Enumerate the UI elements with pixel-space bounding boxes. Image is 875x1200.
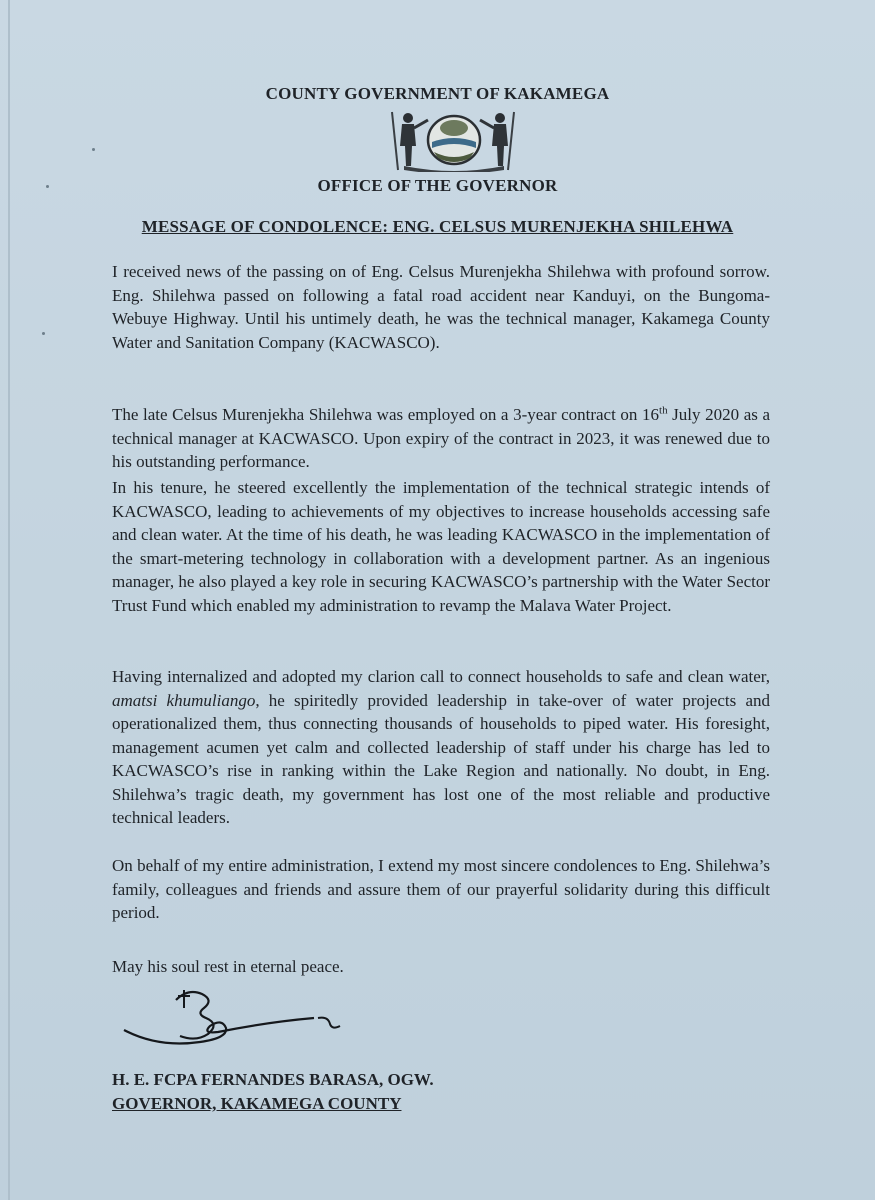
signatory-title: GOVERNOR, KAKAMEGA COUNTY [112,1094,402,1113]
paragraph-4-text-a: Having internalized and adopted my clarion call to connect households to safe and clean water, [112,667,770,686]
letter-subject: MESSAGE OF CONDOLENCE: ENG. CELSUS MURENJEKHA SHILEHWA [141,217,734,236]
county-coat-of-arms-icon [384,106,524,172]
slogan-text: amatsi khumuliango [112,690,256,710]
handwritten-signature [118,978,358,1064]
office-heading: OFFICE OF THE GOVERNOR [317,176,558,195]
paper-speck [92,148,95,151]
paragraph-4-text-b: , he spiritedly provided leadership in take-over of water projects and operationalized them, thus connecting thousands of households to piped water. His foresight, management acumen yet calm and collected leadership of staff under his charge has led to KACWASCO’s rise in ranking within the Lake Region and nationally. No doubt, in Eng. Shilehwa’s tragic death, my government has lost one of the most reliable and productive technical leaders. [112,690,770,827]
paragraph-5: On behalf of my entire administration, I extend my most sincere condolences to Eng. Shilehwa’s family, colleagues and friends and assure them of our prayerful solidarity during this difficult period. [112,856,770,922]
paragraph-2-text-b: July 2020 as a technical manager at KACWASCO. Upon expiry of the contract in 2023, it was renewed due to his outstanding performance. [112,405,770,471]
paragraph-4 [112,665,770,830]
paragraph-1: I received news of the passing on of Eng. Celsus Murenjekha Shilehwa with profound sorrow. Eng. Shilehwa passed on following a fatal road accident near Kanduyi, on the Bungoma-Webuye Highway. Until his untimely death, he was the technical manager, Kakamega County Water and Sanitation Company (KACWASCO). [112,262,770,352]
paragraph-3: In his tenure, he steered excellently the implementation of the technical strategic intends of KACWASCO, leading to achievements of my objectives to increase households accessing safe and clean water. At the time of his death, he was leading KACWASCO in the implementation of the smart-metering technology in collaboration with a development partner. As an ingenious manager, he also played a key role in securing KACWASCO’s partnership with the Water Sector Trust Fund which enabled my administration to revamp the Malava Water Project. [112,478,770,615]
paper-speck [42,332,45,335]
ordinal-suffix: th [659,404,668,417]
paragraph-2-text-a: The late Celsus Murenjekha Shilehwa was employed on a 3-year contract on 16 [112,405,660,424]
closing-line: May his soul rest in eternal peace. [112,957,344,976]
paragraph-2 [112,403,770,474]
county-heading: COUNTY GOVERNMENT OF KAKAMEGA [265,84,610,103]
signatory-name: H. E. FCPA FERNANDES BARASA, OGW. [112,1070,434,1089]
